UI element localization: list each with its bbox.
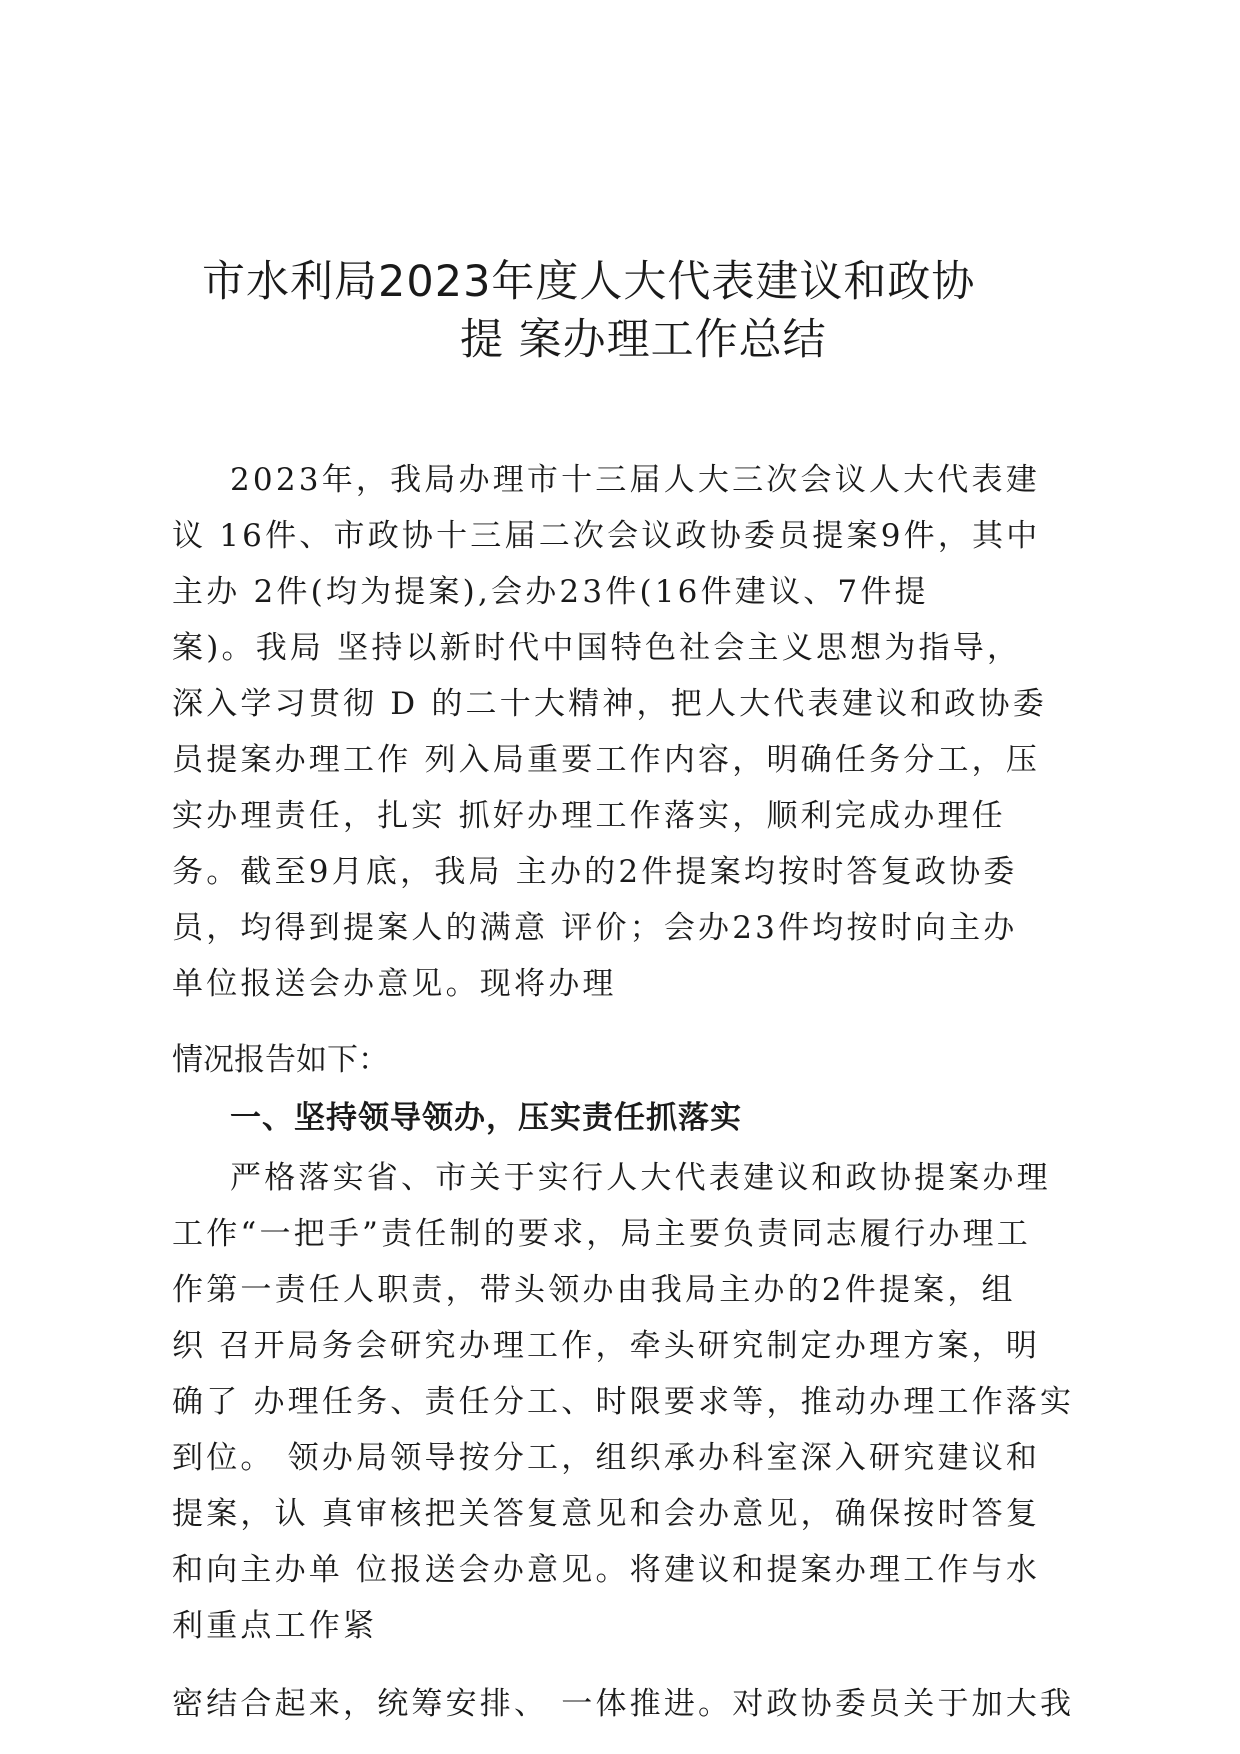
document-title-line-1: 市水利局2023年度人大代表建议和政协 (202, 257, 976, 307)
section-1-continuation: 密结合起来，统筹安排、 一体推进。对政协委员关于加大我 (172, 1686, 1075, 1722)
intro-line: 务。截至9月底，我局 主办的2件提案均按时答复政协委 (172, 854, 1018, 890)
intro-line: 实办理责任，扎实 抓好办理工作落实，顺利完成办理任 (172, 798, 1006, 834)
intro-line: 单位报送会办意见。现将办理 (172, 966, 617, 1002)
section-1-line: 严格落实省、市关于实行人大代表建议和政协提案办理 (230, 1160, 1051, 1196)
section-1-line: 利重点工作紧 (172, 1608, 378, 1644)
intro-line: 2023年，我局办理市十三届人大三次会议人大代表建 (230, 462, 1040, 498)
section-1-line: 提案，认 真审核把关答复意见和会办意见，确保按时答复 (172, 1496, 1041, 1532)
section-1-line: 到位。 领办局领导按分工，组织承办科室深入研究建议和 (172, 1440, 1041, 1476)
intro-line: 深入学习贯彻 D 的二十大精神，把人大代表建议和政协委 (172, 686, 1047, 722)
document-title-line-2: 提 案办理工作总结 (460, 315, 827, 365)
section-1-line: 作第一责任人职责，带头领办由我局主办的2件提案，组 (172, 1272, 1016, 1308)
intro-line: 主办 2件(均为提案),会办23件(16件建议、7件提 (172, 574, 929, 610)
section-1-line: 和向主办单 位报送会办意见。将建议和提案办理工作与水 (172, 1552, 1041, 1588)
intro-line: 员提案办理工作 列入局重要工作内容，明确任务分工，压 (172, 742, 1041, 778)
section-1-line: 工作“一把手”责任制的要求，局主要负责同志履行办理工 (172, 1216, 1031, 1252)
section-1-line: 织 召开局务会研究办理工作，牵头研究制定办理方案，明 (172, 1328, 1041, 1364)
intro-line: 案)。我局 坚持以新时代中国特色社会主义思想为指导， (172, 630, 1022, 666)
section-1-line: 确了 办理任务、责任分工、时限要求等，推动办理工作落实 (172, 1384, 1075, 1420)
intro-tail: 情况报告如下： (172, 1042, 389, 1078)
section-heading-1: 一、坚持领导领办，压实责任抓落实 (230, 1100, 742, 1136)
intro-line: 议 16件、市政协十三届二次会议政协委员提案9件，其中 (172, 518, 1041, 554)
intro-line: 员，均得到提案人的满意 评价；会办23件均按时向主办 (172, 910, 1018, 946)
